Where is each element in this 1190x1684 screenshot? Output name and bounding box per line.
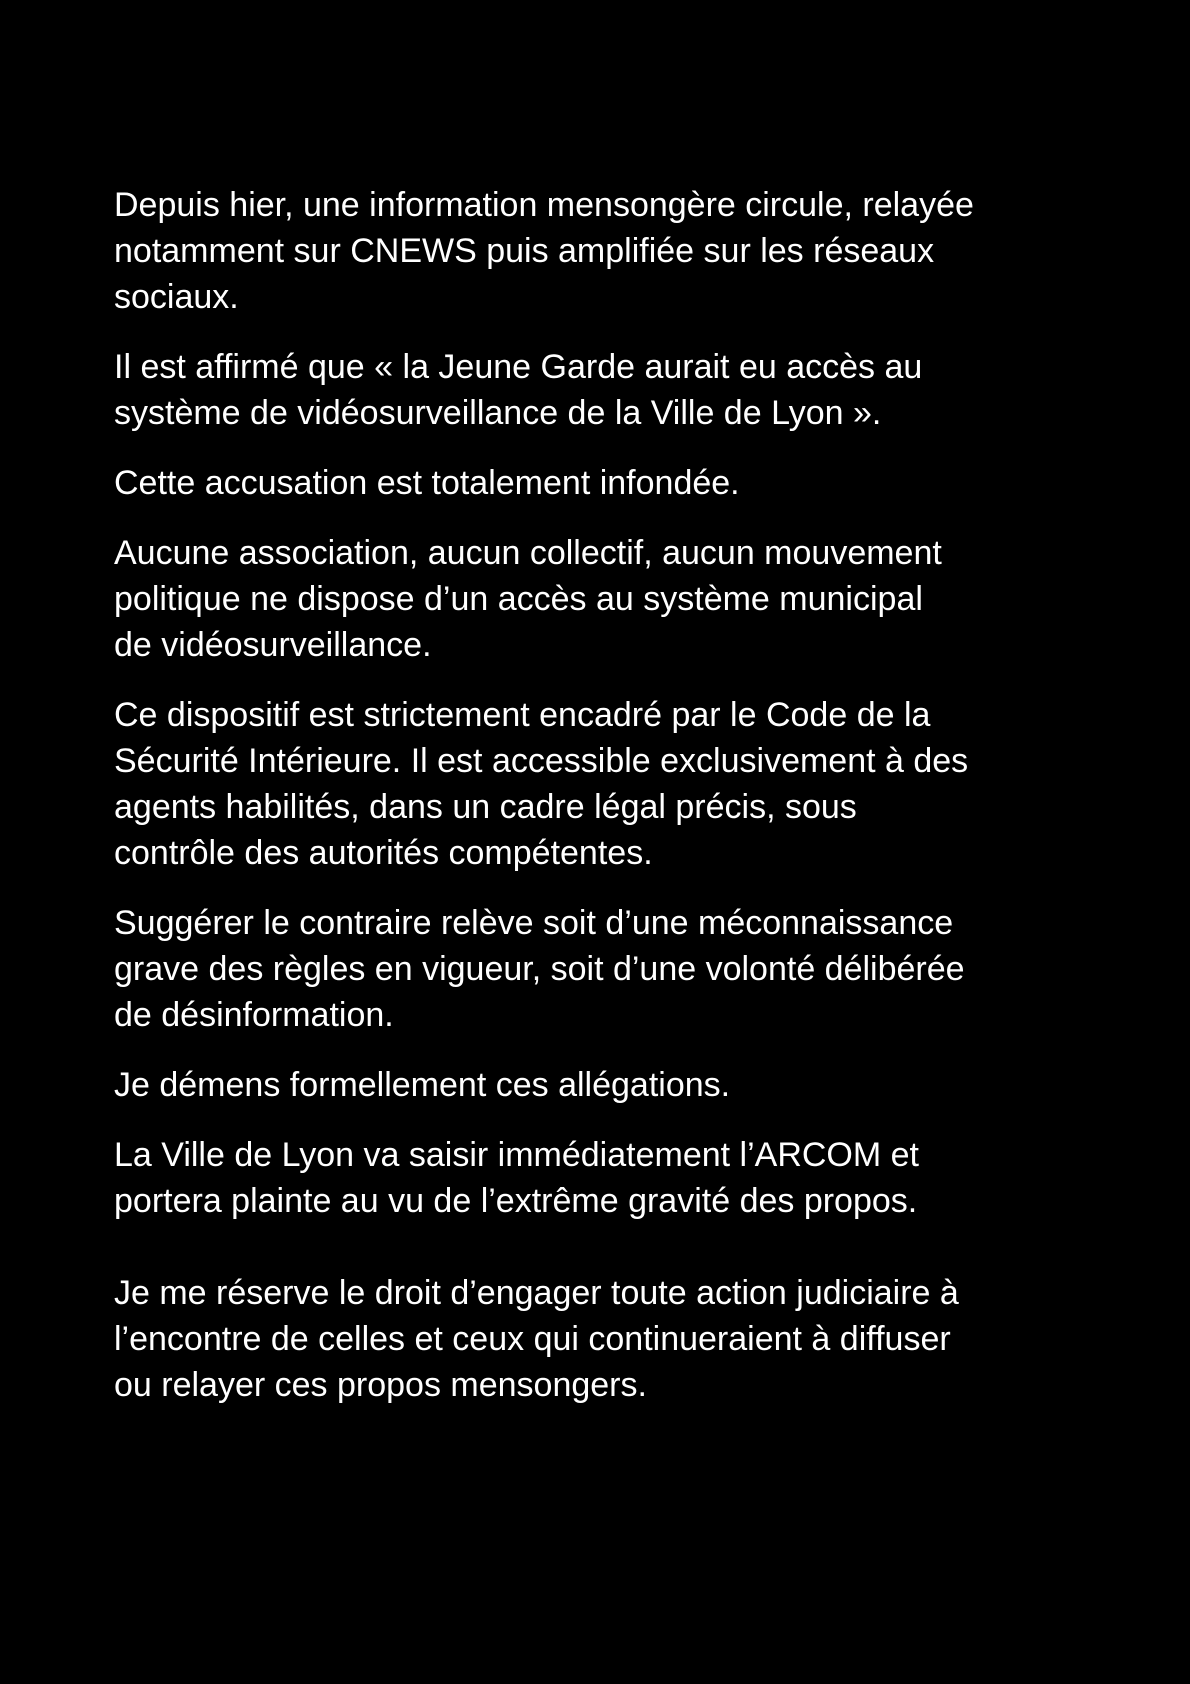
paragraph-line: politique ne dispose d’un accès au système municipal — [114, 580, 923, 618]
paragraph-line: Cette accusation est totalement infondée. — [114, 464, 740, 502]
paragraph-unfounded — [114, 460, 1104, 506]
paragraph-denial — [114, 1062, 1104, 1108]
paragraph-line: Ce dispositif est strictement encadré par le Code de la — [114, 696, 931, 734]
paragraph-disinformation — [114, 900, 1104, 1038]
paragraph-arcom — [114, 1132, 1104, 1224]
paragraph-line: contrôle des autorités compétentes. — [114, 834, 653, 872]
paragraph-line: grave des règles en vigueur, soit d’une volonté délibérée — [114, 950, 965, 988]
paragraph-line: Aucune association, aucun collectif, aucun mouvement — [114, 534, 942, 572]
paragraph-line: portera plainte au vu de l’extrême gravité des propos. — [114, 1182, 918, 1220]
paragraph-line: Je démens formellement ces allégations. — [114, 1066, 731, 1104]
statement-text — [114, 182, 1104, 1432]
paragraph-line: Il est affirmé que « la Jeune Garde aurait eu accès au — [114, 348, 923, 386]
paragraph-misinformation — [114, 182, 1104, 320]
paragraph-line: La Ville de Lyon va saisir immédiatement l’ARCOM et — [114, 1136, 919, 1174]
paragraph-line: agents habilités, dans un cadre légal précis, sous — [114, 788, 857, 826]
paragraph-line: de désinformation. — [114, 996, 394, 1034]
paragraph-line: de vidéosurveillance. — [114, 626, 432, 664]
paragraph-line: système de vidéosurveillance de la Ville de Lyon ». — [114, 394, 882, 432]
paragraph-line: Sécurité Intérieure. Il est accessible exclusivement à des — [114, 742, 969, 780]
paragraph-line: ou relayer ces propos mensongers. — [114, 1366, 647, 1404]
paragraph-line: l’encontre de celles et ceux qui continueraient à diffuser — [114, 1320, 951, 1358]
paragraph-legal-framework — [114, 692, 1104, 876]
paragraph-line: notamment sur CNEWS puis amplifiée sur les réseaux — [114, 232, 935, 270]
paragraph-legal-action — [114, 1270, 1104, 1408]
paragraph-line: Depuis hier, une information mensongère circule, relayée — [114, 186, 974, 224]
paragraph-line: Je me réserve le droit d’engager toute action judiciaire à — [114, 1274, 959, 1312]
paragraph-no-access — [114, 530, 1104, 668]
paragraph-line: sociaux. — [114, 278, 239, 316]
paragraph-claim — [114, 344, 1104, 436]
paragraph-line: Suggérer le contraire relève soit d’une méconnaissance — [114, 904, 954, 942]
